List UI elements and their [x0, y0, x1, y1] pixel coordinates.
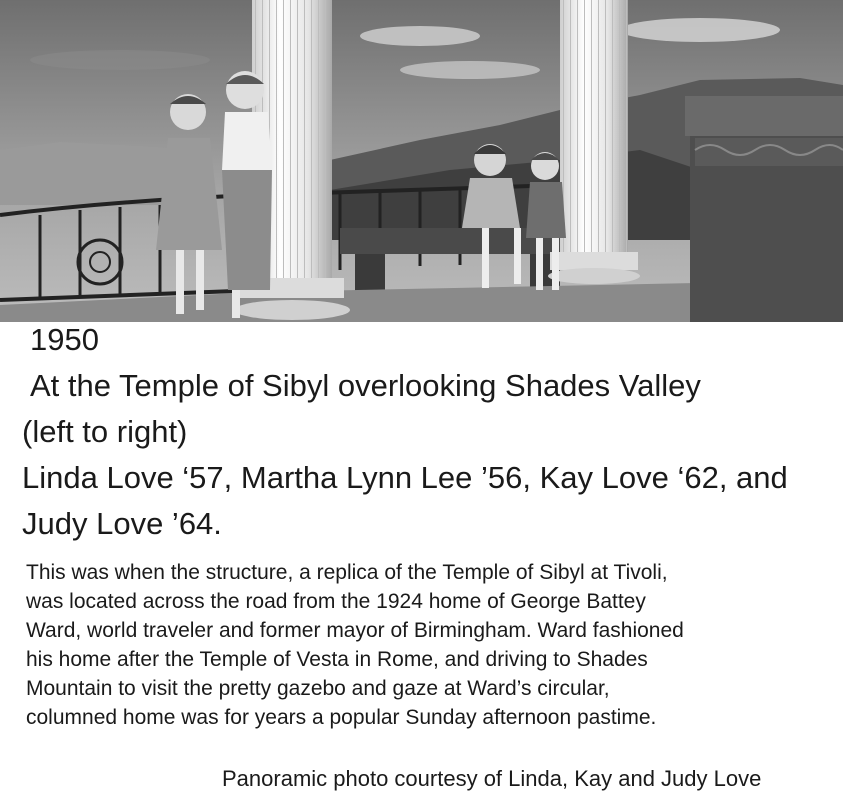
body-text-line: This was when the structure, a replica of the Temple of Sibyl at Tivoli,	[26, 561, 668, 584]
photo-credit: Panoramic photo courtesy of Linda, Kay and Judy Love	[222, 766, 762, 791]
body-text-line: Ward, world traveler and former mayor of Birmingham. Ward fashioned	[26, 619, 684, 642]
body-text-line: his home after the Temple of Vesta in Rome, and driving to Shades	[26, 648, 648, 671]
column-right	[548, 0, 640, 284]
body-text-line: was located across the road from the 1924 home of George Battey	[26, 590, 646, 613]
caption-names-line: Linda Love ‘57, Martha Lynn Lee ’56, Kay Love ‘62, and	[22, 460, 788, 495]
body-text-line: Mountain to visit the pretty gazebo and gaze at Ward’s circular,	[26, 677, 610, 700]
stone-pedestal	[685, 96, 843, 322]
caption-place: At the Temple of Sibyl overlooking Shades Valley	[30, 368, 701, 403]
body-text-line: columned home was for years a popular Sunday afternoon pastime.	[26, 706, 657, 729]
caption-year: 1950	[30, 322, 99, 357]
caption-order: (left to right)	[22, 414, 188, 449]
panoramic-photo	[0, 0, 843, 322]
caption-names-line: Judy Love ’64.	[22, 506, 222, 541]
